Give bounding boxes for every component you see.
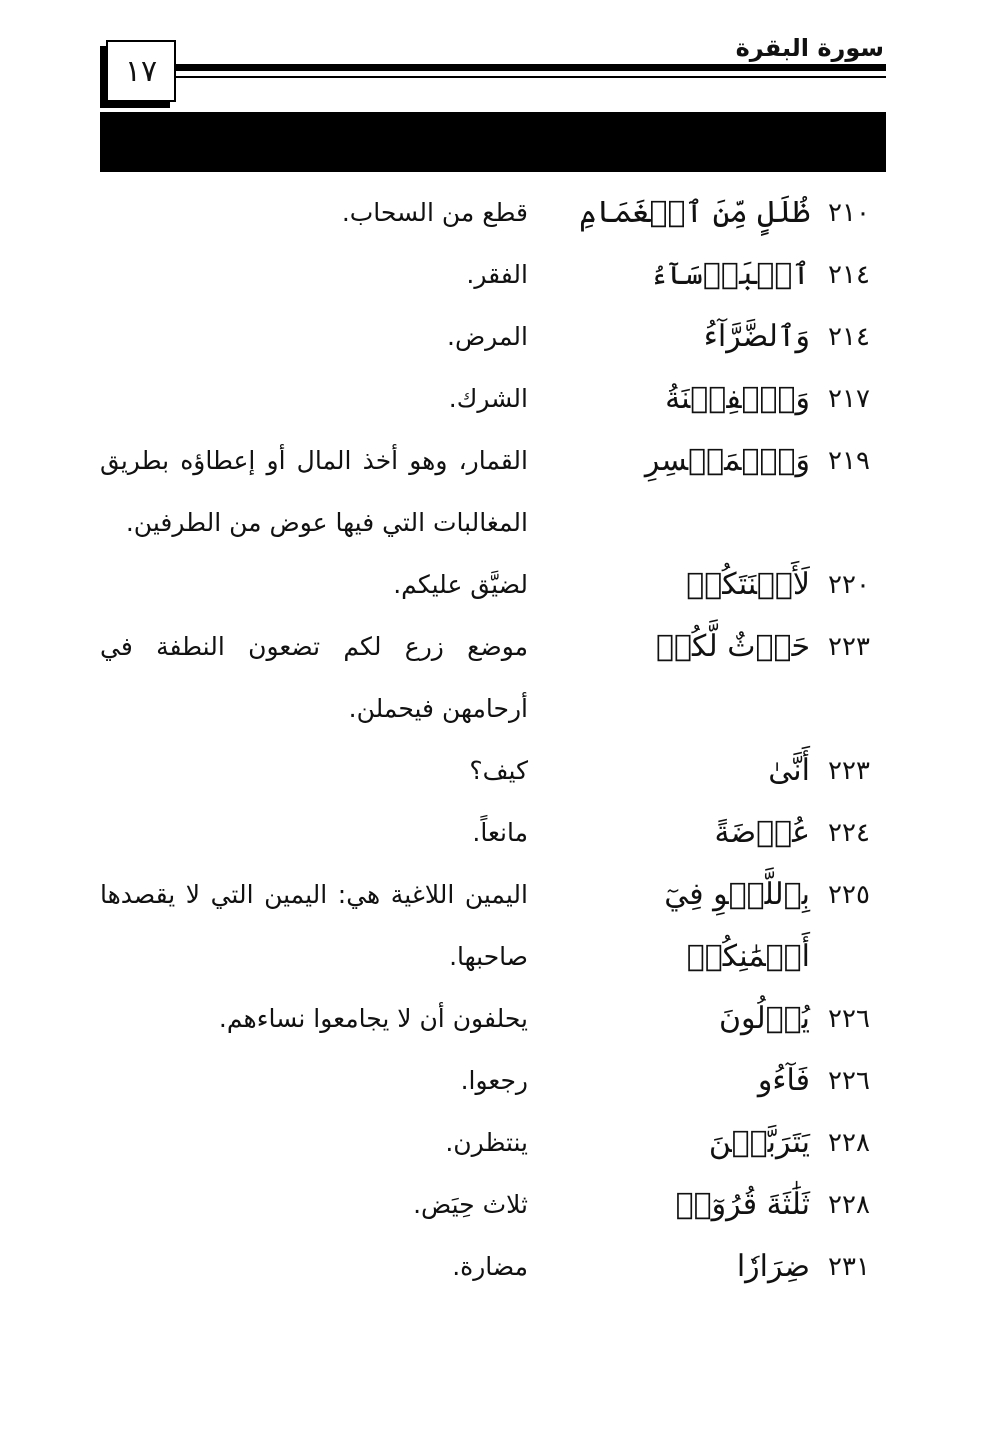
list-item — [100, 430, 880, 554]
list-item — [100, 1050, 880, 1112]
verse-number: ٢٢٨ — [828, 1190, 870, 1220]
list-item — [100, 1236, 880, 1298]
verse-number: ٢٢٦ — [828, 1004, 870, 1034]
word-meaning: ينتظرن. — [445, 1128, 528, 1157]
quran-word: بِٱللَّغۡوِ فِيٓ أَيۡمَٰنِكُمۡ — [664, 877, 810, 974]
word-meaning: موضع زرع لكم تضعون النطفة في أرحامهن فيحملن. — [100, 632, 528, 723]
surah-title: سورة البقرة — [735, 34, 884, 62]
quran-word: فَآءُو — [757, 1063, 810, 1098]
verse-number: ٢١٤ — [828, 260, 870, 290]
list-item — [100, 988, 880, 1050]
quran-word: لَأَعۡنَتَكُمۡ — [686, 567, 810, 602]
vocabulary-list — [100, 182, 880, 1298]
verse-number: ٢٢٥ — [828, 880, 870, 910]
word-meaning: يحلفون أن لا يجامعوا نساءهم. — [218, 1004, 528, 1033]
list-item — [100, 864, 880, 988]
word-meaning: كيف؟ — [469, 756, 528, 785]
verse-number: ٢١٧ — [828, 384, 870, 414]
word-meaning: الفقر. — [466, 260, 528, 289]
verse-number: ٢١٠ — [828, 198, 870, 228]
verse-number: ٢٢٤ — [828, 818, 870, 848]
verse-number: ٢٢٦ — [828, 1066, 870, 1096]
list-item — [100, 182, 880, 244]
verse-number: ٢١٩ — [828, 446, 870, 476]
list-item — [100, 554, 880, 616]
verse-number: ٢٢٣ — [828, 632, 870, 662]
quran-word: عُرۡضَةً — [714, 815, 810, 850]
quran-word: وَٱلضَّرَّآءُ — [703, 319, 810, 354]
verse-number: ٢٢٠ — [828, 570, 870, 600]
page-number: ١٧ — [106, 40, 176, 102]
word-meaning: القمار، وهو أخذ المال أو إعطاؤه بطريق المغالبات التي فيها عوض من الطرفين. — [100, 446, 528, 537]
header-black-band — [100, 112, 886, 172]
list-item — [100, 1174, 880, 1236]
quran-word: ٱلۡبَأۡسَآءُ — [650, 257, 810, 292]
word-meaning: رجعوا. — [460, 1066, 528, 1095]
quran-word: ضِرَارٗا — [736, 1249, 810, 1284]
quran-word: يَتَرَبَّصۡنَ — [708, 1125, 810, 1160]
verse-number: ٢٣١ — [828, 1252, 870, 1282]
word-meaning: لضيَّق عليكم. — [393, 570, 528, 599]
verse-number: ٢١٤ — [828, 322, 870, 352]
word-meaning: مضارة. — [452, 1252, 528, 1281]
quran-word: وَٱلۡفِتۡنَةُ — [665, 381, 810, 416]
quran-word: يُؤۡلُونَ — [718, 1001, 810, 1036]
list-item — [100, 616, 880, 740]
list-item — [100, 244, 880, 306]
list-item — [100, 1112, 880, 1174]
list-item — [100, 306, 880, 368]
quran-word: ثَلَٰثَةَ قُرُوٓءٖ — [675, 1187, 810, 1222]
header-rule-thin — [172, 76, 886, 78]
page-header — [100, 36, 886, 106]
word-meaning: قطع من السحاب. — [341, 198, 528, 227]
word-meaning: مانعاً. — [472, 818, 528, 847]
quran-word: ظُلَلٍ مِّنَ ٱلۡغَمَامِ — [579, 195, 810, 230]
header-rule-thick — [172, 64, 886, 71]
list-item — [100, 740, 880, 802]
quran-word: وَٱلۡمَيۡسِرِ — [644, 443, 810, 478]
list-item — [100, 368, 880, 430]
word-meaning: المرض. — [447, 322, 528, 351]
list-item — [100, 802, 880, 864]
word-meaning: اليمين اللاغية هي: اليمين التي لا يقصدها صاحبها. — [100, 880, 528, 971]
word-meaning: الشرك. — [448, 384, 528, 413]
quran-word: حَرۡثٌ لَّكُمۡ — [655, 629, 810, 664]
verse-number: ٢٢٨ — [828, 1128, 870, 1158]
word-meaning: ثلاث حِيَض. — [413, 1190, 528, 1219]
quran-word: أَنَّىٰ — [768, 753, 810, 788]
verse-number: ٢٢٣ — [828, 756, 870, 786]
